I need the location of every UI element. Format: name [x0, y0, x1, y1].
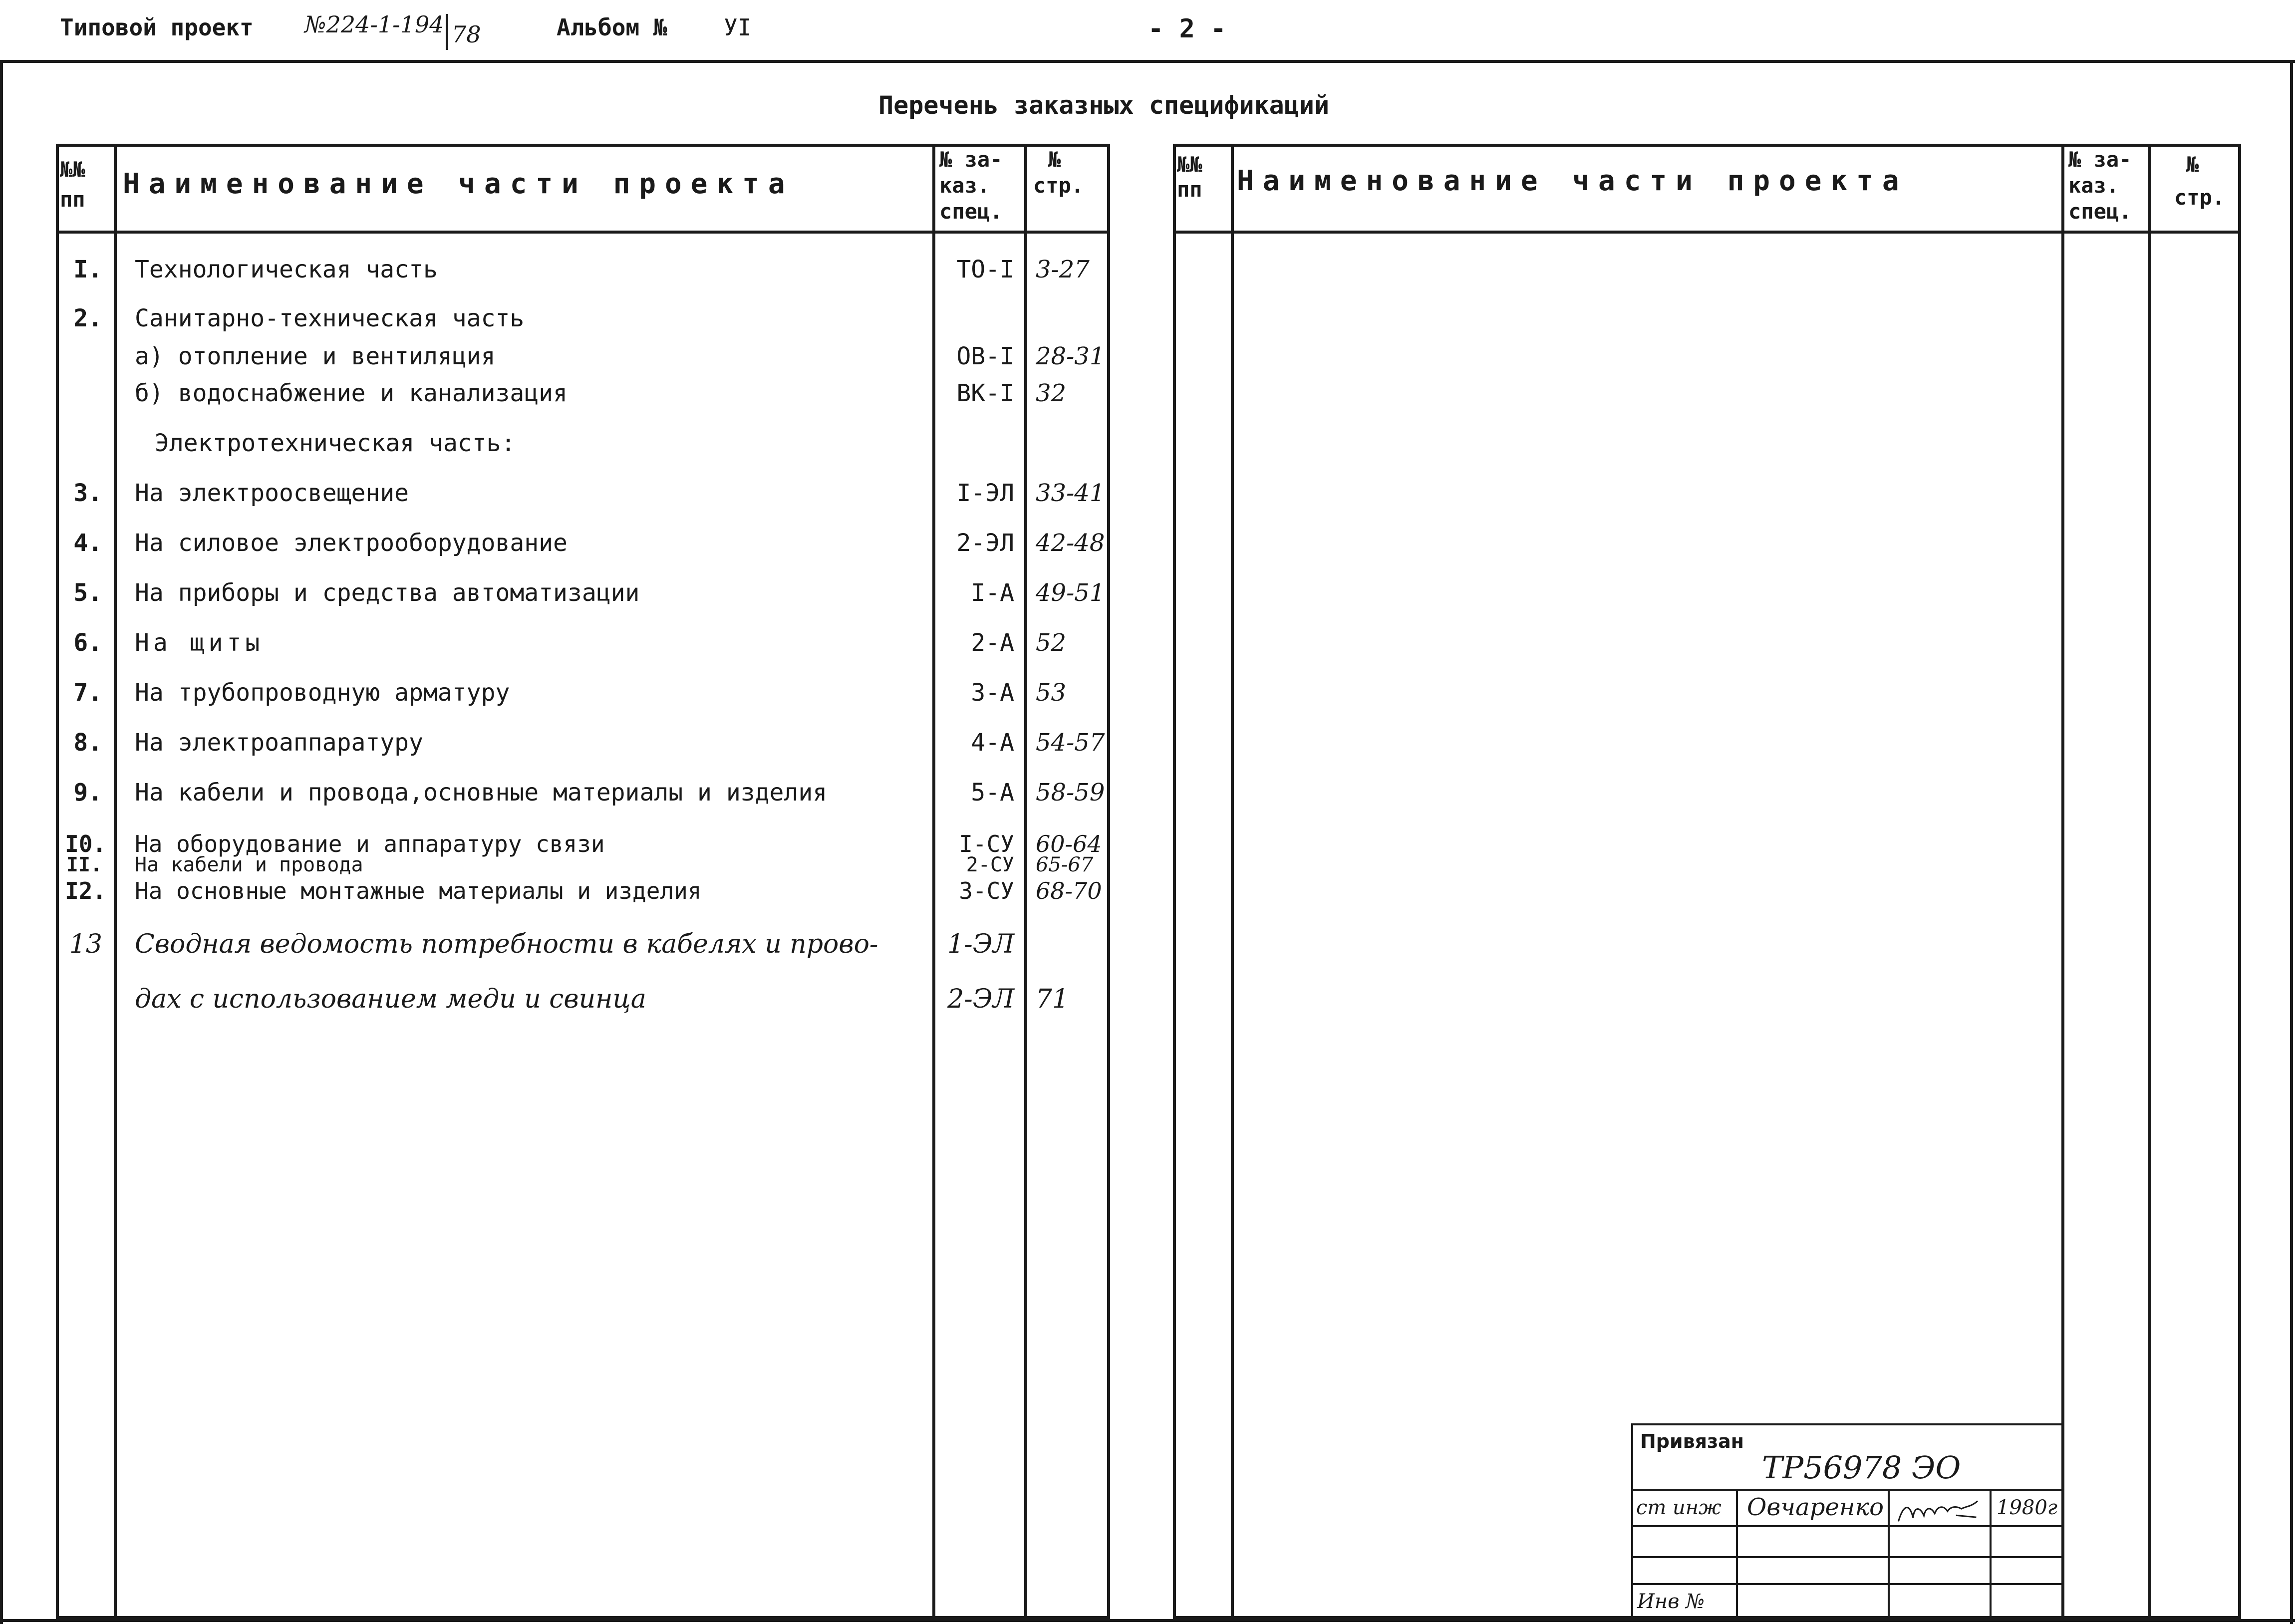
stamp-inv-label: Инв № [1637, 1590, 1705, 1613]
left-table-header-bottom [56, 231, 1110, 234]
right-table-header-bottom [1173, 231, 2241, 234]
row-pages: 58-59 [1036, 779, 1105, 807]
row-pages: 42-48 [1036, 529, 1105, 557]
row-text: На трубопроводную арматуру [135, 679, 510, 707]
stamp-bound-value: ТР56978 ЭО [1762, 1449, 1961, 1486]
row-pages: 54-57 [1036, 729, 1105, 757]
row-pages: 33-41 [1036, 479, 1105, 507]
frame-left [0, 60, 3, 1624]
row-code: ОВ-I [956, 342, 1014, 370]
row-pages: 3-27 [1036, 256, 1090, 283]
left-th-num-2: пп [60, 187, 85, 212]
frame-right [2290, 60, 2293, 1624]
frame-top [0, 60, 2295, 63]
row-code: 2-ЭЛ [956, 529, 1014, 557]
right-table-top [1173, 144, 2241, 147]
row-text: На кабели и провода [135, 853, 363, 876]
row-code: 2-ЭЛ [947, 984, 1014, 1014]
stamp-col-3 [1990, 1489, 1992, 1619]
right-th-pages-2: стр. [2174, 185, 2225, 210]
row-code: I-А [971, 579, 1014, 607]
right-th-name: Наименование части проекта [1237, 165, 1908, 197]
row-text: а) отопление и вентиляция [135, 342, 496, 370]
row-text: На силовое электрооборудование [135, 529, 568, 557]
left-th-spec-2: каз. [939, 173, 990, 198]
row-code: 5-А [971, 779, 1014, 807]
row-num: 8. [73, 729, 102, 757]
row-num: 7. [73, 679, 102, 707]
row-text: На щиты [135, 629, 264, 657]
left-table-bottom [56, 1616, 1110, 1619]
row-code: I-СУ [959, 830, 1014, 857]
left-th-pages-1: № [1048, 147, 1061, 172]
row-text: На электроаппаратуру [135, 729, 423, 757]
right-th-num-1: №№ [1177, 152, 1202, 177]
project-year-slash [446, 14, 448, 50]
stamp-role: ст инж [1636, 1496, 1721, 1519]
stamp-name: Овчаренко [1747, 1493, 1884, 1521]
right-table-bottom [1173, 1616, 2241, 1619]
row-code: I-ЭЛ [956, 479, 1014, 507]
row-pages: 52 [1036, 629, 1067, 657]
row-pages: 32 [1036, 379, 1067, 407]
album-number: УI [724, 14, 752, 41]
stamp-year: 1980г [1997, 1496, 2058, 1519]
project-label: Типовой проект [60, 14, 254, 41]
row-text: На электроосвещение [135, 479, 409, 507]
left-col-border-5 [1107, 144, 1110, 1619]
right-col-border-5 [2238, 144, 2241, 1619]
row-code: 2-СУ [966, 853, 1014, 876]
project-number: №224-1-194 [304, 11, 444, 38]
signature-icon [1894, 1491, 1982, 1529]
row-text: Санитарно-техническая часть [135, 304, 525, 332]
row-text: На кабели и провода,основные материалы и изделия [135, 779, 828, 807]
stamp-row-2 [1631, 1525, 2061, 1527]
right-col-border-3 [2061, 144, 2064, 1619]
right-th-spec-3: спец. [2068, 199, 2132, 224]
left-th-pages-2: стр. [1033, 173, 1084, 198]
row-pages: 65-67 [1036, 853, 1094, 876]
left-th-spec-3: спец. [939, 199, 1003, 224]
row-code: 4-А [971, 729, 1014, 757]
right-th-spec-2: каз. [2068, 173, 2119, 198]
row-code: ТО-I [956, 256, 1014, 283]
row-code: 2-А [971, 629, 1014, 657]
row-num: 4. [73, 529, 102, 557]
row-text: На оборудование и аппаратуру связи [135, 830, 605, 857]
row-num: 6. [73, 629, 102, 657]
row-num: I0. [65, 830, 107, 857]
stamp-left [1631, 1423, 1633, 1619]
row-pages: 68-70 [1036, 877, 1102, 904]
left-col-border-4 [1024, 144, 1027, 1619]
stamp-top [1631, 1423, 2061, 1425]
row-text: Электротехническая часть: [155, 429, 516, 457]
right-col-border-1 [1173, 144, 1176, 1619]
row-num: I2. [65, 877, 107, 904]
left-th-name: Наименование части проекта [123, 168, 794, 200]
stamp-row-3 [1631, 1556, 2061, 1558]
right-th-spec-1: № за- [2068, 147, 2132, 172]
row-pages: 49-51 [1036, 579, 1105, 607]
row-num: 13 [69, 929, 102, 959]
right-th-pages-1: № [2186, 152, 2199, 177]
stamp-col-1 [1736, 1489, 1738, 1619]
row-pages: 28-31 [1036, 342, 1105, 370]
left-table-top [56, 144, 1110, 147]
stamp-col-2 [1888, 1489, 1890, 1619]
left-th-spec-1: № за- [939, 147, 1003, 172]
left-col-border-2 [114, 144, 117, 1619]
right-col-border-4 [2148, 144, 2151, 1619]
page-number: - 2 - [1148, 14, 1226, 44]
left-th-num-1: №№ [60, 157, 85, 182]
row-code: ВК-I [956, 379, 1014, 407]
row-code: 3-А [971, 679, 1014, 707]
stamp-bound-label: Привязан [1640, 1430, 1744, 1452]
row-num: 5. [73, 579, 102, 607]
row-text: б) водоснабжение и канализация [135, 379, 568, 407]
row-text: дах с использованием меди и свинца [135, 984, 646, 1014]
row-num: 3. [73, 479, 102, 507]
row-num: 9. [73, 779, 102, 807]
row-text: Технологическая часть [135, 256, 438, 283]
right-th-num-2: пп [1177, 177, 1202, 202]
row-pages: 71 [1036, 984, 1069, 1014]
frame-bottom [0, 1619, 2295, 1622]
stamp-row-1 [1631, 1489, 2061, 1491]
row-text: На основные монтажные материалы и изделия [135, 877, 702, 904]
row-pages: 53 [1036, 679, 1067, 707]
album-label: Альбом № [557, 14, 667, 41]
row-num: I. [73, 256, 102, 283]
stamp-row-4 [1631, 1583, 2061, 1585]
row-text: На приборы и средства автоматизации [135, 579, 640, 607]
row-pages: 60-64 [1036, 830, 1102, 857]
row-code: 1-ЭЛ [947, 929, 1014, 959]
row-num: 2. [73, 304, 102, 332]
row-text: Сводная ведомость потребности в кабелях и прово- [135, 929, 878, 959]
document-title: Перечень заказных спецификаций [878, 91, 1330, 120]
right-col-border-2 [1231, 144, 1234, 1619]
stamp-signature [1894, 1491, 1982, 1534]
project-year: 78 [452, 21, 481, 48]
left-col-border-1 [56, 144, 59, 1619]
row-num: II. [66, 853, 102, 876]
row-code: 3-СУ [959, 877, 1014, 904]
